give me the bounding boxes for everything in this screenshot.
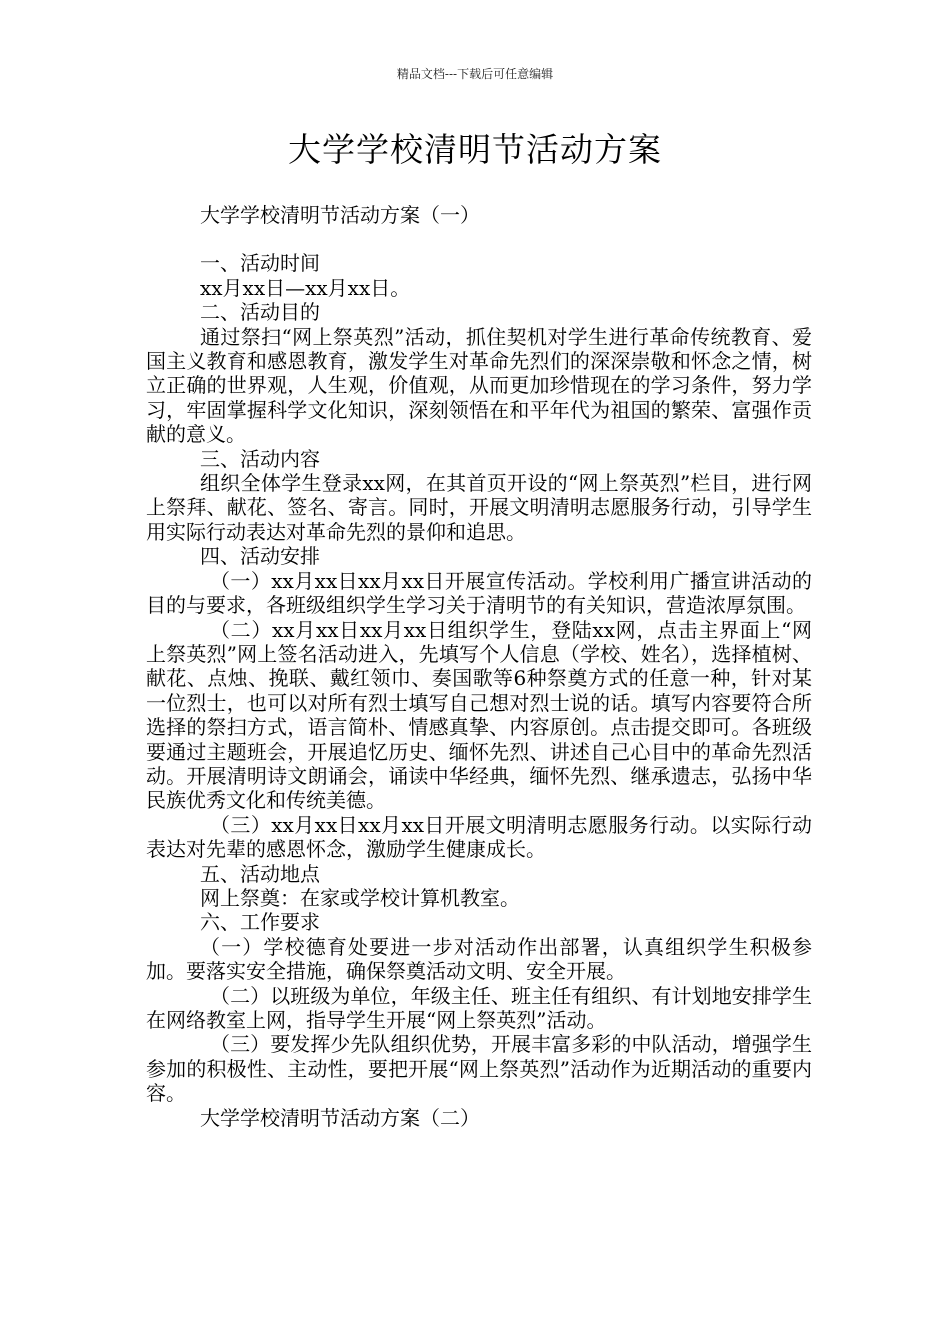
document-body: [146, 203, 812, 1130]
document-title: 大学学校清明节活动方案: [288, 130, 662, 169]
section-heading-location: 五、活动地点: [200, 861, 320, 886]
requirement-item-3: （三）要发挥少先队组织优势，开展丰富多彩的中队活动，增强学生参加的积极性、主动性，要把开展“网上祭英烈”活动作为近期活动的重要内容。: [146, 1032, 812, 1106]
requirement-item-2: （二）以班级为单位，年级主任、班主任有组织、有计划地安排学生在网络教室上网，指导学生开展“网上祭英烈”活动。: [146, 983, 812, 1032]
section-heading-time: 一、活动时间: [200, 251, 320, 276]
arrangement-item-2: （二）xx月xx日xx月xx日组织学生，登陆xx网，点击主界面上“网上祭英烈”网上签名活动进入，先填写个人信息（学校、姓名），选择植树、献花、点烛、挽联、戴红领巾、奏国歌等6种祭奠方式的任意一种，针对某一位烈士，也可以对所有烈士填写自己想对烈士说的话。填写内容要符合所选择的祭扫方式，语言简朴、情感真挚、内容原创。点击提交即可。各班级要通过主题班会，开展追忆历史、缅怀先烈、讲述自己心目中的革命先烈活动。开展清明诗文朗诵会，诵读中华经典，缅怀先烈、继承遗志，弘扬中华民族优秀文化和传统美德。: [146, 617, 812, 813]
plan-subtitle-1: 大学学校清明节活动方案（一）: [200, 203, 480, 227]
section-body-location: 网上祭奠：在家或学校计算机教室。: [200, 885, 520, 910]
section-body-content: 组织全体学生登录xx网，在其首页开设的“网上祭英烈”栏目，进行网上祭拜、献花、签名、寄言。同时，开展文明清明志愿服务行动，引导学生用实际行动表达对革命先烈的景仰和追思。: [146, 471, 812, 544]
blank-line: [146, 227, 812, 251]
section-heading-arrangement: 四、活动安排: [200, 544, 320, 569]
plan-subtitle-2: 大学学校清明节活动方案（二）: [200, 1105, 480, 1130]
section-body-purpose: 通过祭扫“网上祭英烈”活动，抓住契机对学生进行革命传统教育、爱国主义教育和感恩教育，激发学生对革命先烈们的深深崇敬和怀念之情，树立正确的世界观，人生观，价值观，从而更加珍惜现在的学习条件，努力学习，牢固掌握科学文化知识，深刻领悟在和平年代为祖国的繁荣、富强作贡献的意义。: [146, 324, 812, 447]
requirement-item-1: （一）学校德育处要进一步对活动作出部署，认真组织学生积极参加。要落实安全措施，确保祭奠活动文明、安全开展。: [146, 934, 812, 984]
section-body-time: xx月xx日—xx月xx日。: [200, 275, 411, 300]
section-heading-requirements: 六、工作要求: [200, 910, 320, 935]
section-heading-content: 三、活动内容: [200, 446, 320, 471]
arrangement-item-1: （一）xx月xx日xx月xx日开展宣传活动。学校利用广播宣讲活动的目的与要求，各班级组织学生学习关于清明节的有关知识，营造浓厚氛围。: [146, 568, 812, 618]
section-heading-purpose: 二、活动目的: [200, 300, 320, 325]
arrangement-item-3: （三）xx月xx日xx月xx日开展文明清明志愿服务行动。以实际行动表达对先辈的感恩怀念，激励学生健康成长。: [146, 812, 812, 862]
header-note: 精品文档---下载后可任意编辑: [396, 67, 554, 81]
